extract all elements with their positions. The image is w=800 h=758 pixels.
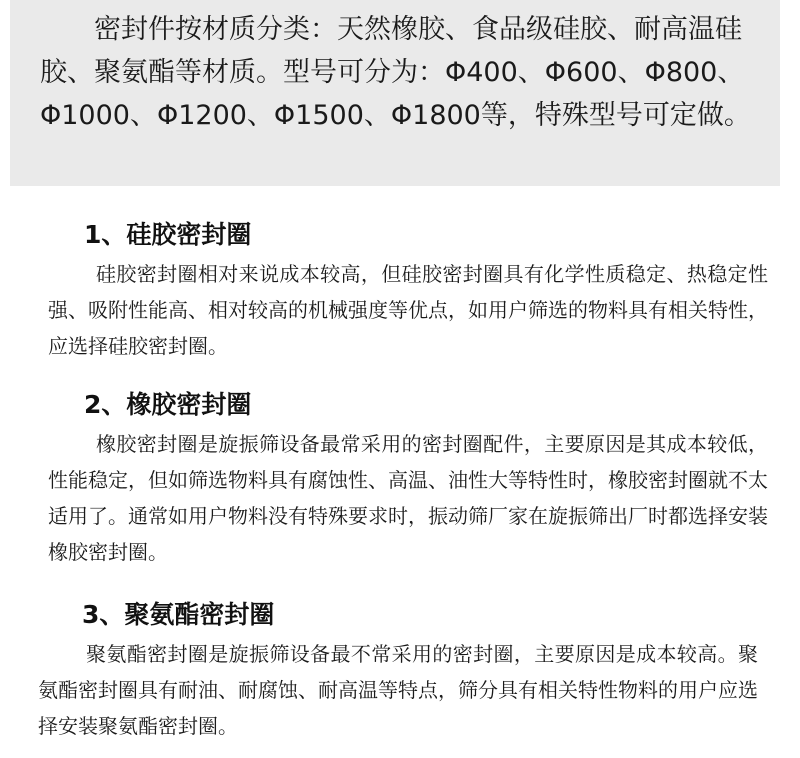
section-silicone-seal <box>48 218 768 364</box>
section-title: 1、硅胶密封圈 <box>84 220 252 249</box>
section-body: 橡胶密封圈是旋振筛设备最常采用的密封圈配件，主要原因是其成本较低，性能稳定，但如筛选物料具有腐蚀性、高温、油性大等特性时，橡胶密封圈就不太适用了。通常如用户物料没有特殊要求时，振动筛厂家在旋振筛出厂时都选择安装橡胶密封圈。 <box>48 432 768 564</box>
section-title: 3、聚氨酯密封圈 <box>82 600 275 629</box>
section-rubber-seal <box>48 388 768 570</box>
section-body: 硅胶密封圈相对来说成本较高，但硅胶密封圈具有化学性质稳定、热稳定性强、吸附性能高、相对较高的机械强度等优点，如用户筛选的物料具有相关特性，应选择硅胶密封圈。 <box>48 262 768 358</box>
section-polyurethane-seal <box>38 598 758 744</box>
section-body: 聚氨酯密封圈是旋振筛设备最不常采用的密封圈，主要原因是成本较高。聚氨酯密封圈具有耐油、耐腐蚀、耐高温等特点，筛分具有相关特性物料的用户应选择安装聚氨酯密封圈。 <box>38 642 758 738</box>
intro-text: 密封件按材质分类：天然橡胶、食品级硅胶、耐高温硅胶、聚氨酯等材质。型号可分为：Φ400、Φ600、Φ800、Φ1000、Φ1200、Φ1500、Φ1800等，特殊型号可定做。 <box>40 14 751 131</box>
intro-box <box>10 0 780 186</box>
section-title: 2、橡胶密封圈 <box>84 390 252 419</box>
